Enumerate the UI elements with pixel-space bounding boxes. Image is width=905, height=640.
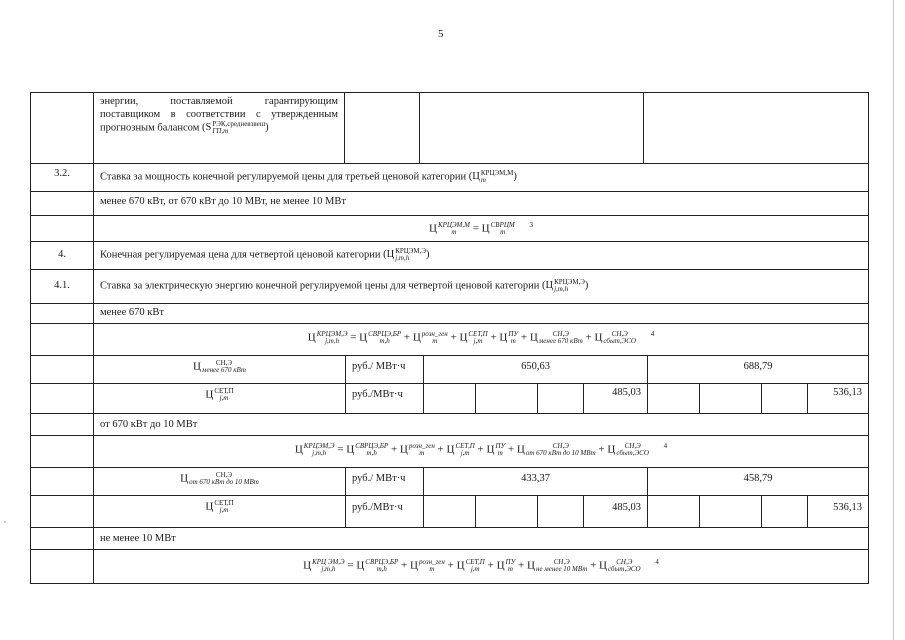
formula-3-2: Ц КРЦЭМ,М m = Ц СВРЦМ m $^3$ [429,221,533,237]
group-formula-row [31,323,868,355]
sn-symbol: Ц СН,Э от 670 кВт до 10 МВт [94,468,346,495]
group-formula: Ц КРЦЭМ,Э j,m,h = Ц СВРЦЭ,БР m,h + Ц розн_ген m + Ц СЕТ,П j,m + Ц ПУ m + Ц СН,Э от 670 кВт до 10 МВт + Ц СН,Э сбыт,ЭСО $^4$ [294,442,668,458]
tariff-table [30,92,869,584]
page-number: 5 [438,28,444,40]
value-cell: 485,03 [584,384,648,413]
table-row-3-2 [31,163,868,191]
table-row-set [31,383,868,413]
scan-edge-line [893,0,894,640]
group-title-row [31,303,868,323]
table-row-3-2-sub [31,191,868,215]
value-cell: 688,79 [743,361,773,372]
group-title: от 670 кВт до 10 МВт [100,419,198,430]
sn-symbol: Ц СН,Э менее 670 кВт [94,356,346,383]
group-formula-row [31,549,868,583]
row-number: 4.1. [31,270,94,303]
value-cell: 536,13 [833,502,862,513]
row-title: Ставка за электрическую энергию конечной регулируемой цены для четвертой ценовой категории [100,280,540,292]
intro-symbol: (S РЭК,средневзвеш ГП,m ) [201,120,269,135]
margin-mark: , [4,515,6,524]
row-number: 3.2. [31,164,94,191]
row-title: Ставка за мощность конечной регулируемой цены для третьей ценовой категории [100,171,467,183]
group-formula-row [31,435,868,467]
table-row-4 [31,241,868,269]
row-symbol: (Ц КРЦЭМ,Э j,m,h ) [541,278,589,293]
unit-label: руб./МВт·ч [346,384,424,413]
group-title: менее 670 кВт [100,307,164,318]
footnote-mark: 4 [650,330,655,338]
value-cell: 433,37 [424,468,648,495]
table-row-sn [31,467,868,495]
group-title: не менее 10 МВт [100,533,176,544]
row-symbol: (Ц КРЦЭМ,Э j,m,h ) [383,247,430,262]
set-symbol: Ц СЕТ,П j,m [94,496,346,527]
unit-label: руб./МВт·ч [346,496,424,527]
group-title-row [31,413,868,435]
table-row-set [31,495,868,527]
footnote-mark: 4 [655,558,659,566]
table-row-sn [31,355,868,383]
value-cell: 458,79 [743,473,773,484]
unit-label: руб./ МВт·ч [346,468,424,495]
footnote-mark: 3 [529,221,533,229]
row-number: 4. [31,242,94,269]
group-formula: Ц КРЦЭМ,Э j,m,h = Ц СВРЦЭ,БР m,h + Ц розн_ген m + Ц СЕТ,П j,m + Ц ПУ m + Ц СН,Э менее 670 кВт + Ц СН,Э сбыт,ЭСО $^4$ [307,330,655,346]
footnote-mark: 4 [663,442,668,450]
group-formula: Ц КРЦ ЭМ,Э j,m,h = Ц СВРЦЭ,БР m,h + Ц розн_ген m + Ц СЕТ,П j,m + Ц ПУ m + Ц СН,Э не менее 10 МВт + Ц СН,Э сбыт,ЭСО $^4$ [303,558,659,574]
value-cell: 485,03 [584,496,648,527]
value-cell: 536,13 [833,387,862,398]
row-title: Конечная регулируемая цена для четвертой ценовой категории [100,249,381,261]
intro-text: энергии, поставляемой гарантирующим поставщиком в соответствии с утвержденным прогнозным балансом [100,96,338,134]
table-row-intro [31,93,868,163]
table-row-4-1 [31,269,868,303]
set-symbol: Ц СЕТ,П j,m [94,384,346,413]
row-subtitle: менее 670 кВт, от 670 кВт до 10 МВт, не менее 10 МВт [100,196,346,207]
value-cell: 650,63 [424,356,648,383]
group-title-row [31,527,868,549]
unit-label: руб./ МВт·ч [346,356,424,383]
table-row-3-2-formula [31,215,868,241]
row-symbol: (Ц КРЦЭМ,М m ) [468,169,517,184]
